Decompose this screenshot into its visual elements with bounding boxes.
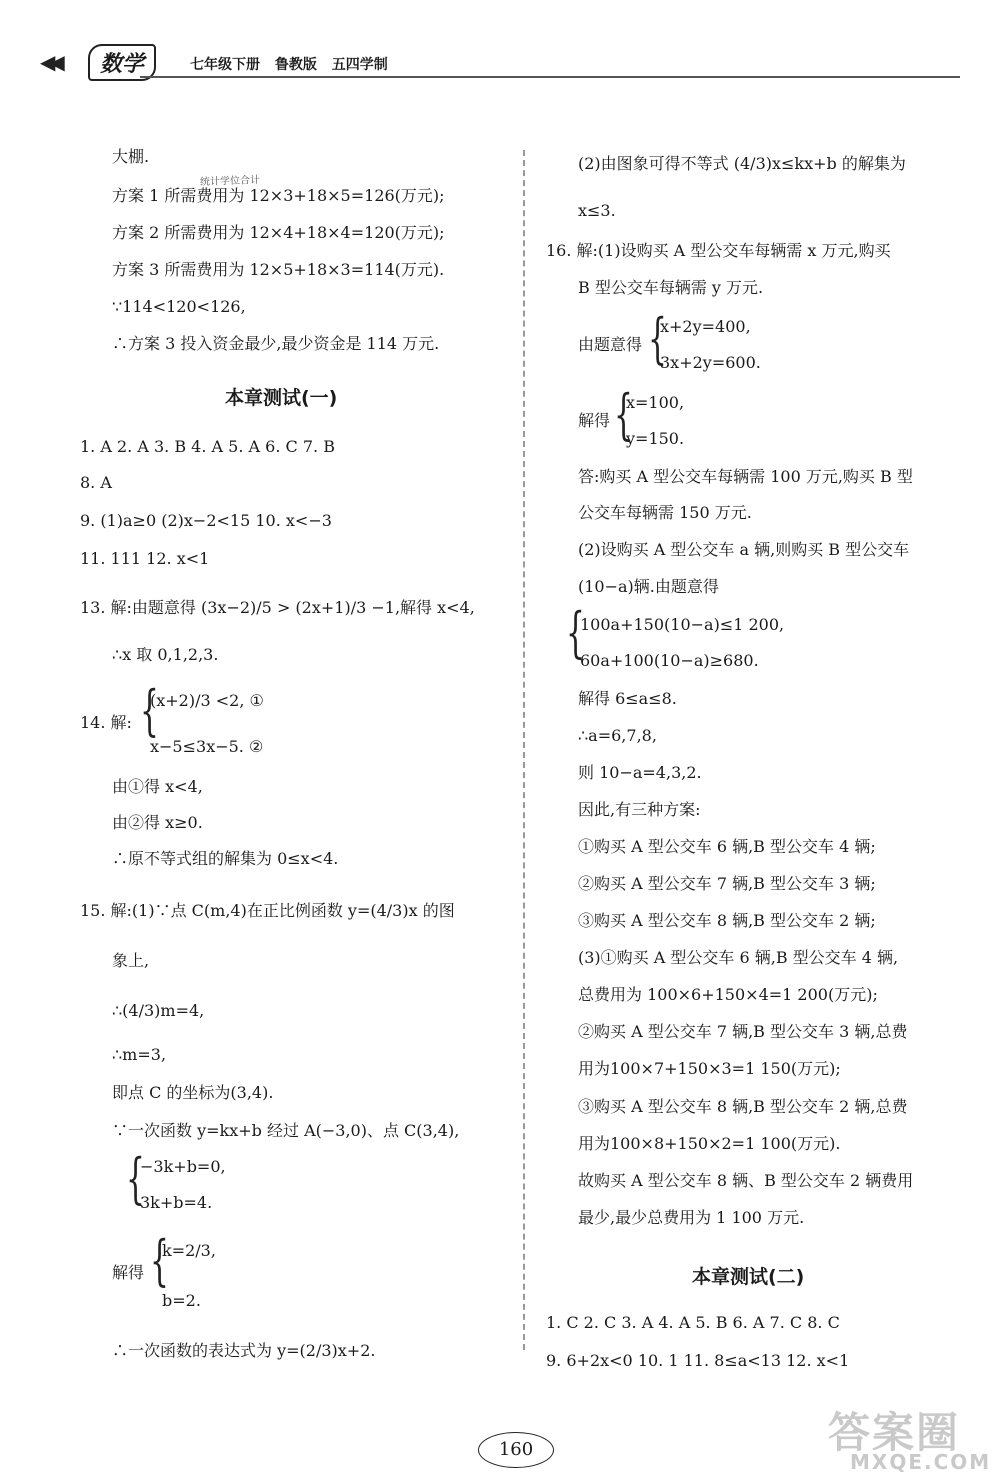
watermark-url: MXQE.COM — [850, 1450, 992, 1474]
text-line: B 型公交车每辆需 y 万元. — [578, 278, 764, 297]
text-line: (3)①购买 A 型公交车 6 辆,B 型公交车 4 辆, — [578, 948, 899, 967]
system-eq-2: 3k+b=4. — [140, 1193, 213, 1212]
answer-line: 1. C 2. C 3. A 4. A 5. B 6. A 7. C 8. C — [546, 1313, 840, 1332]
question-14-label: 14. 解: — [80, 713, 132, 732]
system-eq-1: x+2y=400, — [660, 317, 751, 336]
system-eq-1: −3k+b=0, — [140, 1157, 226, 1176]
text-line: 因此,有三种方案: — [578, 800, 701, 819]
text-line: ③购买 A 型公交车 8 辆,B 型公交车 2 辆; — [578, 911, 876, 930]
solution-eq-1: x=100, — [626, 393, 685, 412]
answer-line: 11. 111 12. x<1 — [80, 549, 210, 568]
text-line: ∴x 取 0,1,2,3. — [112, 645, 219, 664]
text-line: x≤3. — [578, 201, 616, 220]
question-13: 13. 解:由题意得 (3x−2)/5 > (2x+1)/3 −1,解得 x<4, — [80, 598, 475, 617]
column-divider — [523, 150, 525, 1350]
text-line: 解得 6≤a≤8. — [578, 689, 677, 708]
site-watermark — [820, 1400, 990, 1478]
text-line: ∴m=3, — [112, 1045, 167, 1064]
text-line: 则 10−a=4,3,2. — [578, 763, 702, 782]
text-line: 用为100×7+150×3=1 150(万元); — [578, 1059, 841, 1078]
text-line: 由①得 x<4, — [112, 777, 203, 796]
text-line: 故购买 A 型公交车 8 辆、B 型公交车 2 辆费用 — [578, 1171, 914, 1190]
text-line: 方案 2 所需费用为 12×4+18×4=120(万元); — [112, 223, 445, 242]
header-arrows-icon: ◀◀ — [40, 50, 59, 74]
text-line: 最少,最少总费用为 1 100 万元. — [578, 1208, 805, 1227]
text-line: 公交车每辆需 150 万元. — [578, 503, 752, 522]
text-line: (2)由图象可得不等式 (4/3)x≤kx+b 的解集为 — [578, 154, 906, 173]
text-line: ∴(4/3)m=4, — [112, 1001, 205, 1020]
system-eq-2: 3x+2y=600. — [660, 353, 761, 372]
text-line: ③购买 A 型公交车 8 辆,B 型公交车 2 辆,总费 — [578, 1097, 908, 1116]
solution-label: 解得 — [112, 1263, 145, 1282]
text-line: ①购买 A 型公交车 6 辆,B 型公交车 4 辆; — [578, 837, 876, 856]
text-line: ②购买 A 型公交车 7 辆,B 型公交车 3 辆; — [578, 874, 876, 893]
brace-symbol: { — [648, 307, 667, 370]
system-label: 五四学制 — [331, 57, 388, 73]
brace-symbol: { — [140, 679, 159, 742]
system-eq-1: (x+2)/3 <2, ① — [150, 691, 264, 710]
text-line: ∴原不等式组的解集为 0≤x<4. — [112, 849, 339, 868]
text-line: 象上, — [112, 951, 150, 970]
solution-eq-1: k=2/3, — [162, 1241, 216, 1260]
text-line: ∵114<120<126, — [112, 297, 246, 316]
header-rule — [140, 76, 960, 78]
question-15: 15. 解:(1)∵点 C(m,4)在正比例函数 y=(4/3)x 的图 — [80, 901, 455, 920]
page-number: 160 — [478, 1432, 554, 1468]
subject-logo: 数学 — [88, 44, 156, 81]
text-line: 方案 1 所需费用为 12×3+18×5=126(万元); — [112, 186, 445, 205]
solution-eq-2: y=150. — [626, 429, 685, 448]
edition-label: 鲁教版 — [274, 57, 317, 73]
text-line: (10−a)辆.由题意得 — [578, 577, 719, 596]
brace-symbol: { — [126, 1147, 145, 1210]
header-info — [190, 54, 398, 74]
text-line: (2)设购买 A 型公交车 a 辆,则购买 B 型公交车 — [578, 540, 910, 559]
text-line: ∵一次函数 y=kx+b 经过 A(−3,0)、点 C(3,4), — [112, 1121, 460, 1140]
text-line: 大棚. — [112, 147, 150, 166]
text-line: ∴一次函数的表达式为 y=(2/3)x+2. — [112, 1341, 376, 1360]
brace-symbol: { — [566, 601, 585, 664]
answer-line: 8. A — [80, 473, 112, 492]
brace-symbol: { — [150, 1229, 169, 1292]
system-eq-2: 60a+100(10−a)≥680. — [580, 651, 759, 670]
page-header — [40, 42, 960, 82]
system-eq-2: x−5≤3x−5. ② — [150, 737, 264, 756]
section-title-test-1: 本章测试(一) — [225, 387, 338, 409]
text-line: ∴a=6,7,8, — [578, 726, 657, 745]
solution-eq-2: b=2. — [162, 1291, 201, 1310]
grade-label: 七年级下册 — [190, 57, 260, 73]
watermark-logo-text: 答案圈 — [828, 1408, 961, 1457]
section-title-test-2: 本章测试(二) — [692, 1266, 805, 1288]
text-line: 由题意得 — [578, 335, 643, 354]
answer-line: 9. 6+2x<0 10. 1 11. 8≤a<13 12. x<1 — [546, 1351, 850, 1370]
text-line: 由②得 x≥0. — [112, 813, 203, 832]
system-eq-1: 100a+150(10−a)≤1 200, — [580, 615, 785, 634]
text-line: 方案 3 所需费用为 12×5+18×3=114(万元). — [112, 260, 445, 279]
answer-line: 1. A 2. A 3. B 4. A 5. A 6. C 7. B — [80, 437, 335, 456]
text-line: ∴方案 3 投入资金最少,最少资金是 114 万元. — [112, 334, 440, 353]
text-line: 总费用为 100×6+150×4=1 200(万元); — [578, 985, 878, 1004]
text-line: 解得 — [578, 411, 611, 430]
brace-symbol: { — [614, 383, 633, 446]
faint-overprint: 统计学位合计 — [199, 174, 261, 189]
text-line: 用为100×8+150×2=1 100(万元). — [578, 1134, 841, 1153]
text-line: ②购买 A 型公交车 7 辆,B 型公交车 3 辆,总费 — [578, 1022, 908, 1041]
question-16: 16. 解:(1)设购买 A 型公交车每辆需 x 万元,购买 — [546, 241, 891, 260]
answer-line: 9. (1)a≥0 (2)x−2<15 10. x<−3 — [80, 511, 332, 530]
text-line: 答:购买 A 型公交车每辆需 100 万元,购买 B 型 — [578, 467, 913, 486]
text-line: 即点 C 的坐标为(3,4). — [112, 1083, 274, 1102]
